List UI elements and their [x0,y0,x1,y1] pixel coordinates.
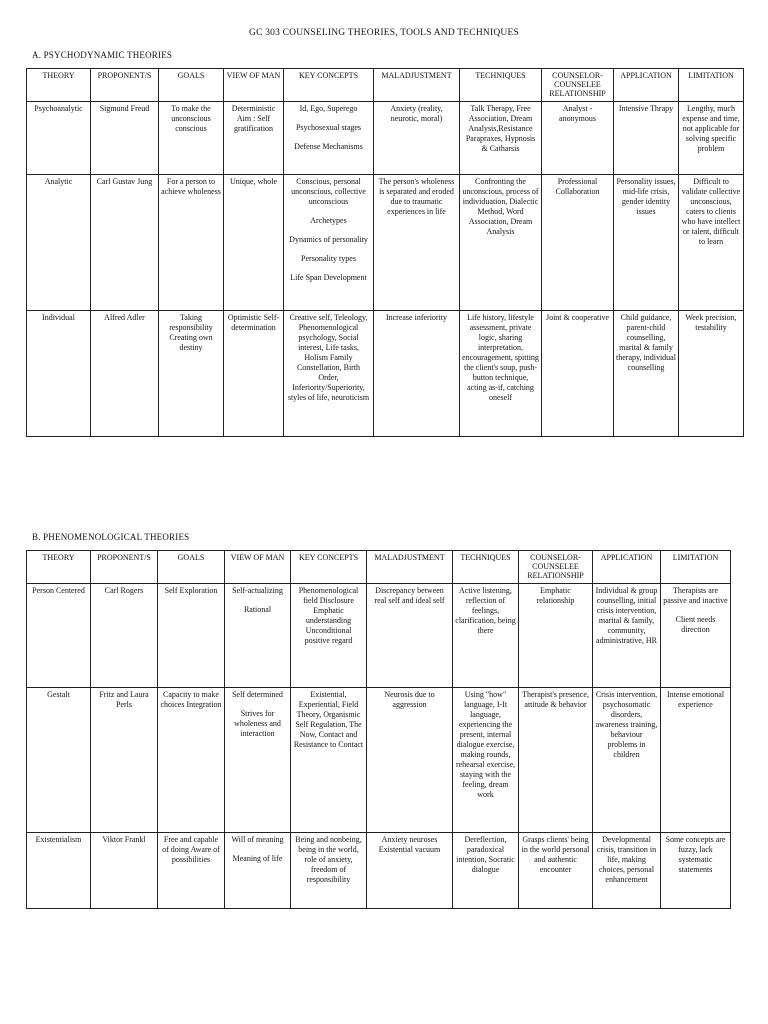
column-header-relationship: COUNSELOR-COUNSELEE RELATIONSHIP [542,69,614,102]
line-gap [286,245,371,254]
cell-text: Child guidance, parent-child counselling, marital & family therapy, individual counselling [616,312,676,372]
cell-text: Difficult to validate collective unconscious, caters to clients who have intellect or talent, difficult to learn [681,176,741,246]
cell-text: Defense Mechanisms [294,141,363,151]
cell-text: Creative self, Teleology, Phenomenological psychology, Social interest, Life tasks, Holism Family Constellation, Birth Order, Inferiority/Superiority, styles of life, neuroticism [287,312,370,402]
cell-text: Unique, whole [229,176,278,186]
cell-theory [27,174,91,310]
cell-text: Gestalt [47,689,70,699]
cell-goals [158,583,225,687]
line-gap [286,226,371,235]
cell-maladjustment [367,832,453,908]
cell-theory [27,687,91,832]
cell-proponents [91,687,158,832]
cell-text: Anxiety neuroses Existential vacuum [378,834,441,854]
column-header-proponents: PROPONENT/S [91,551,158,584]
line-gap [286,207,371,216]
cell-text: Confronting the unconscious, process of individuation, Dialectic Method, Word Association, Dream Analysis [462,176,539,236]
table-row [27,174,744,310]
cell-text: Fritz and Laura Perls [99,689,149,709]
cell-text: Neurosis due to aggression [384,689,435,709]
table-row [27,310,744,436]
cell-text: Taking responsibility Creating own destiny [169,312,213,352]
cell-text: Phenomenological field Disclosure Emphatic understanding Unconditional positive regard [298,585,359,645]
cell-text: Alfred Adler [104,312,145,322]
column-header-techniques: TECHNIQUES [453,551,519,584]
cell-text: Archetypes [310,215,347,225]
cell-key-concepts [291,832,367,908]
cell-text: Optimistic Self-determination [227,312,280,332]
line-gap [286,133,371,142]
column-header-key-concepts: KEY CONCEPTS [284,69,374,102]
cell-key-concepts [291,687,367,832]
phenomenological-theories-table [26,550,731,909]
cell-text: Person Centered [32,585,85,595]
table-row [27,687,731,832]
cell-view-of-man [224,310,284,436]
cell-theory [27,310,91,436]
cell-proponents [91,832,158,908]
table-header-row [27,551,731,584]
cell-maladjustment [367,687,453,832]
cell-techniques [453,832,519,908]
cell-text: Personality issues, mid-life crisis, gender identity issues [616,176,676,216]
column-header-theory: THEORY [27,69,91,102]
cell-text: Using "how" language, I-It language, experiencing the present, internal dialogue exercise, making rounds, rehearsal exercise, staying with the feeling, dream work [455,689,516,799]
cell-limitation [661,687,731,832]
cell-text: Week precision, testability [685,312,737,332]
cell-view-of-man [225,832,291,908]
cell-relationship [542,310,614,436]
cell-text: Life history, lifestyle assessment, private logic, sharing interpretation, encouragement, spitting the client's soup, push-button technique, acting as-if, catching oneself [462,312,539,402]
column-header-goals: GOALS [159,69,224,102]
column-header-view-of-man: VIEW OF MAN [224,69,284,102]
cell-text: Therapist's presence, attitude & behavior [522,689,589,709]
cell-theory [27,583,91,687]
cell-goals [159,101,224,174]
cell-key-concepts [284,101,374,174]
column-header-application: APPLICATION [614,69,679,102]
cell-text: Existential, Experiential, Field Theory, Organismic Self Regulation, The Now, Contact and Resistance to Contact [293,689,364,749]
cell-view-of-man [225,687,291,832]
cell-text: Crisis intervention, psychosomatic disorders, awareness training, behaviour problems in children [595,689,658,759]
cell-relationship [542,174,614,310]
cell-text: Sigmund Freud [99,103,150,113]
line-gap [227,700,288,709]
cell-text: Lengthy, much expense and time, not applicable for solving specific problem [682,103,740,153]
column-header-proponents: PROPONENT/S [91,69,159,102]
cell-text: Meaning of life [232,853,283,863]
cell-application [614,310,679,436]
cell-techniques [453,687,519,832]
document-title: GC 303 COUNSELING THEORIES, TOOLS AND TECHNIQUES [249,28,519,38]
cell-key-concepts [291,583,367,687]
cell-text: Talk Therapy, Free Association, Dream Analysis,Resistance [468,103,533,133]
cell-techniques [460,310,542,436]
cell-application [593,832,661,908]
cell-view-of-man [225,583,291,687]
cell-text: Self Exploration [164,585,218,595]
cell-text: Existentialism [35,834,82,844]
cell-text: Will of meaning [231,834,284,844]
cell-limitation [679,101,744,174]
column-header-techniques: TECHNIQUES [460,69,542,102]
cell-text: Analytic [44,176,73,186]
cell-text: Psychosexual stages [295,122,362,132]
cell-text: Individual & group counselling, initial crisis intervention, marital & family, community, administrative, HR [595,585,658,645]
cell-text: Dynamics of personality [289,234,368,244]
cell-text: Id, Ego, Superego [299,103,358,113]
cell-maladjustment [374,174,460,310]
column-header-limitation: LIMITATION [661,551,731,584]
psychodynamic-theories-table [26,68,744,437]
cell-maladjustment [374,310,460,436]
table-row [27,583,731,687]
cell-application [593,687,661,832]
cell-key-concepts [284,174,374,310]
table-row [27,832,731,908]
cell-relationship [519,583,593,687]
cell-limitation [661,583,731,687]
cell-text: Client needs direction [675,614,716,634]
section-b-title: B. PHENOMENOLOGICAL THEORIES [32,532,190,542]
line-gap [663,606,728,615]
cell-text: Emphatic relationship [536,585,575,605]
cell-text: Personality types [301,253,356,263]
cell-limitation [661,832,731,908]
section-a-title: A. PSYCHODYNAMIC THEORIES [32,50,173,60]
column-header-limitation: LIMITATION [679,69,744,102]
cell-text: Discrepancy between real self and ideal self [374,585,445,605]
column-header-theory: THEORY [27,551,91,584]
cell-text: Free and capable of doing Aware of possibilities [162,834,220,864]
cell-text: Some concepts are fuzzy, lack systematic statements [665,834,726,874]
cell-text: Being and nonbeing, being in the world, role of anxiety, freedom of responsibility [295,834,362,884]
column-header-maladjustment: MALADJUSTMENT [367,551,453,584]
cell-proponents [91,310,159,436]
line-gap [227,596,288,605]
cell-view-of-man [224,174,284,310]
cell-relationship [519,832,593,908]
cell-application [593,583,661,687]
cell-text: To make the unconscious conscious [171,103,211,133]
cell-text: Professional Collaboration [555,176,600,196]
cell-text: Parapraxes, Hypnosis & Catharsis [465,133,536,153]
cell-maladjustment [367,583,453,687]
cell-text: Analyst - anonymous [559,103,596,123]
cell-relationship [542,101,614,174]
cell-text: Psychoanalytic [34,103,83,113]
cell-text: Individual [42,312,75,322]
table-row [27,101,744,174]
cell-proponents [91,174,159,310]
cell-text: Increase inferiority [385,312,448,322]
cell-text: Viktor Frankl [102,834,146,844]
cell-text: The person's wholeness is separated and eroded due to traumatic experiences in life [378,176,455,216]
cell-key-concepts [284,310,374,436]
cell-text: Capacity to make choices Integration [160,689,222,709]
cell-goals [158,832,225,908]
column-header-application: APPLICATION [593,551,661,584]
cell-view-of-man [224,101,284,174]
cell-text: Strives for wholeness and interaction [234,708,281,738]
cell-text: Self-actualizing [232,585,283,595]
cell-text: Self determined [232,689,283,699]
cell-limitation [679,310,744,436]
cell-text: For a person to achieve wholeness [161,176,221,196]
column-header-maladjustment: MALADJUSTMENT [374,69,460,102]
cell-text: Carl Rogers [104,585,144,595]
cell-text: Grasps clients' being in the world personal and authentic encounter [521,834,590,874]
cell-techniques [460,174,542,310]
cell-goals [159,310,224,436]
cell-text: Life Span Development [290,272,367,282]
cell-limitation [679,174,744,310]
cell-text: Intensive Thrapy [618,103,674,113]
cell-maladjustment [374,101,460,174]
table-header-row [27,69,744,102]
column-header-view-of-man: VIEW OF MAN [225,551,291,584]
cell-techniques [453,583,519,687]
cell-goals [159,174,224,310]
column-header-relationship: COUNSELOR-COUNSELEE RELATIONSHIP [519,551,593,584]
cell-text: Joint & cooperative [545,312,610,322]
line-gap [286,264,371,273]
line-gap [227,845,288,854]
cell-text: Deterministic Aim : Self gratification [231,103,276,133]
cell-theory [27,832,91,908]
cell-techniques [460,101,542,174]
cell-text: Carl Gustav Jung [96,176,153,186]
line-gap [286,114,371,123]
cell-text: Conscious, personal unconscious, collective unconscious [291,176,366,206]
column-header-goals: GOALS [158,551,225,584]
cell-proponents [91,101,159,174]
cell-text: Rational [243,604,272,614]
column-header-key-concepts: KEY CONCEPTS [291,551,367,584]
cell-text: Active listening, reflection of feelings, clarification, being there [455,585,516,635]
cell-text: Anxiety (reality, neurotic, moral) [390,103,443,123]
cell-text: Dereflection, paradoxical intention, Socratic dialogue [456,834,515,874]
cell-theory [27,101,91,174]
cell-text: Developmental crisis, transition in life, making choices, personal enhancement [596,834,657,884]
cell-relationship [519,687,593,832]
cell-application [614,101,679,174]
cell-text: Intense emotional experience [666,689,725,709]
cell-proponents [91,583,158,687]
cell-application [614,174,679,310]
cell-text: Therapists are passive and inactive [663,585,728,605]
cell-goals [158,687,225,832]
